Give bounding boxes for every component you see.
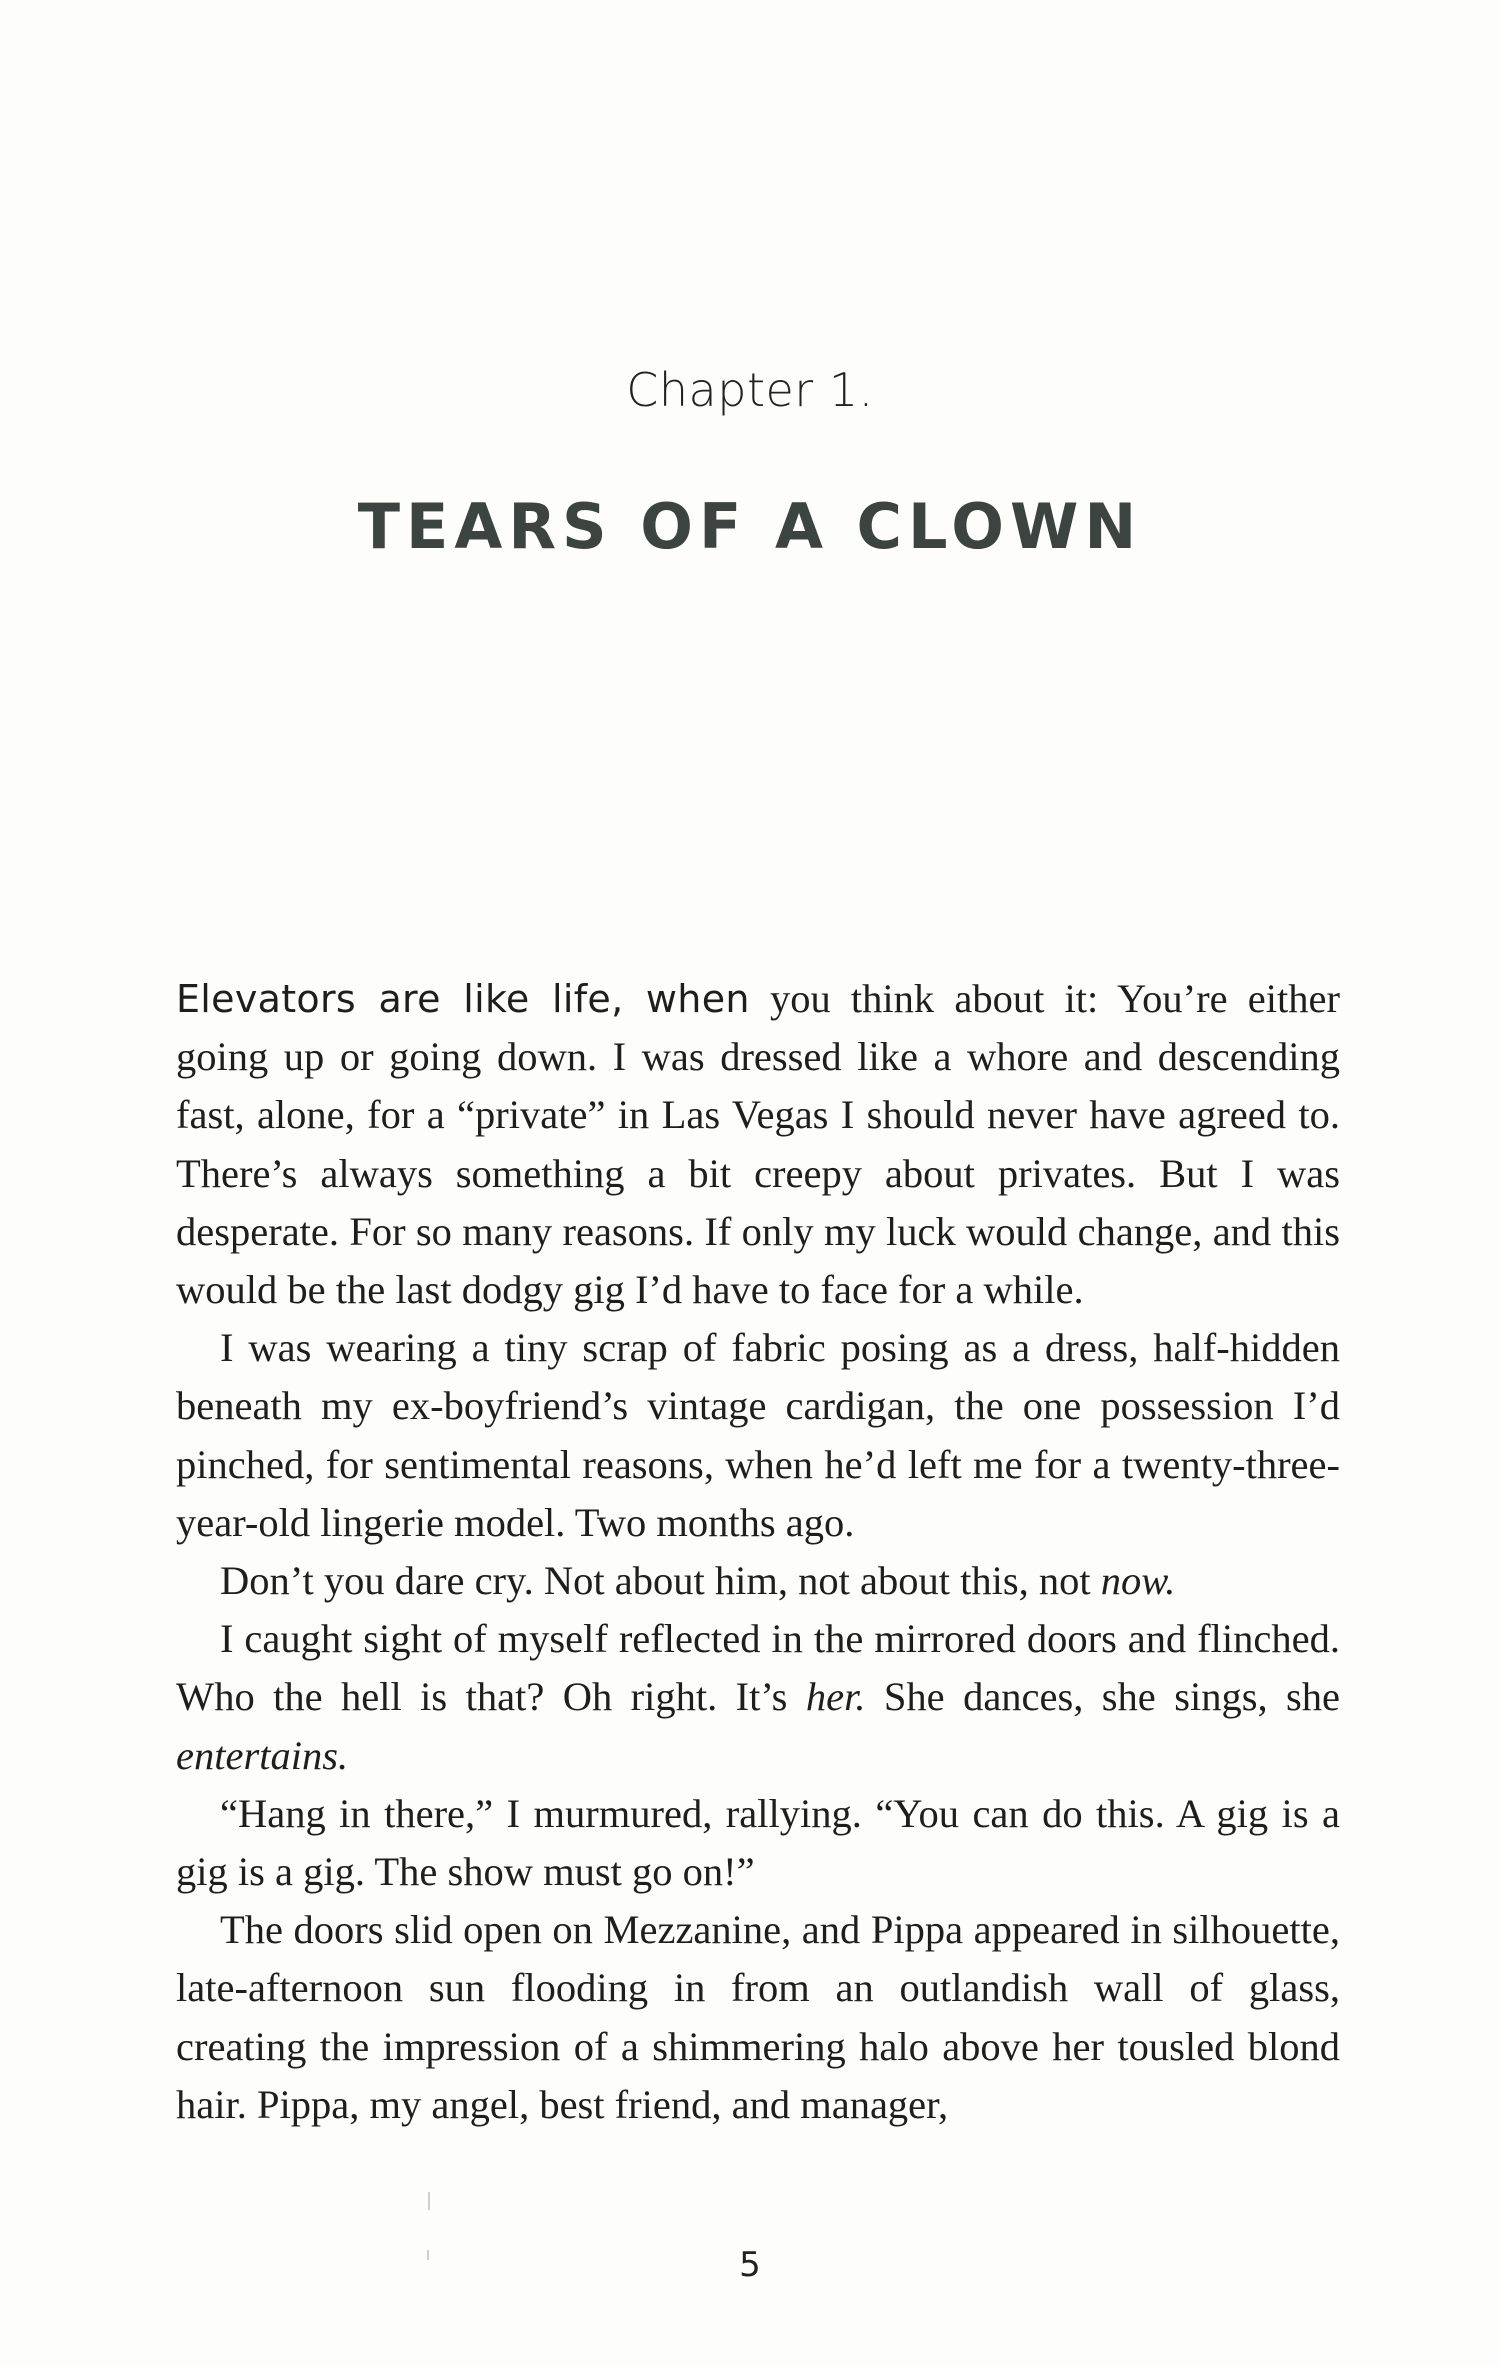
paragraph-6: The doors slid open on Mezzanine, and Pippa appeared in silhouette, late-afternoon sun flooding in from an outlandish wall of glass, creating the impression of a shimmering halo above her tousled blond hair. Pippa, my angel, best friend, and manager,	[176, 1907, 1340, 2127]
paragraph-1-text: you think about it: You’re either going up or going down. I was dressed like a whore and descending fast, alone, for a “private” in Las Vegas I should never have agreed to. There’s always something a bit creepy about privates. But I was desperate. For so many reasons. If only my luck would change, and this would be the last dodgy gig I’d have to face for a while.	[176, 976, 1341, 1313]
page-number: 5	[739, 2245, 761, 2285]
paragraph-4-emphasis-2: entertains.	[176, 1732, 349, 1778]
body-text	[176, 970, 1340, 2134]
paragraph-1	[176, 970, 1340, 1319]
paragraph-4-text-b: She dances, she sings, she	[865, 1674, 1340, 1720]
paragraph-4	[176, 1610, 1340, 1785]
paragraph-4-text-a: I caught sight of myself reflected in the mirrored doors and flinched. Who the hell is that? Oh right. It’s	[176, 1616, 1340, 1720]
scan-speck	[428, 2192, 430, 2210]
paragraph-3-emphasis: now.	[1100, 1558, 1176, 1604]
chapter-label: Chapter 1.	[626, 363, 874, 417]
paragraph-3	[176, 1552, 1340, 1610]
paragraph-3-text: Don’t you dare cry. Not about him, not about this, not	[220, 1558, 1101, 1604]
paragraph-1-lead-in: Elevators are like life, when	[176, 977, 750, 1021]
paragraph-4-emphasis-1: her.	[805, 1674, 866, 1720]
chapter-title: TEARS OF A CLOWN	[357, 490, 1143, 563]
paragraph-5: “Hang in there,” I murmured, rallying. “You can do this. A gig is a gig is a gig. The show must go on!”	[176, 1790, 1340, 1895]
paragraph-2: I was wearing a tiny scrap of fabric posing as a dress, half-hidden beneath my ex-boyfriend’s vintage cardigan, the one possession I’d pinched, for sentimental reasons, when he’d left me for a twenty-three-year-old lingerie model. Two months ago.	[176, 1325, 1340, 1545]
